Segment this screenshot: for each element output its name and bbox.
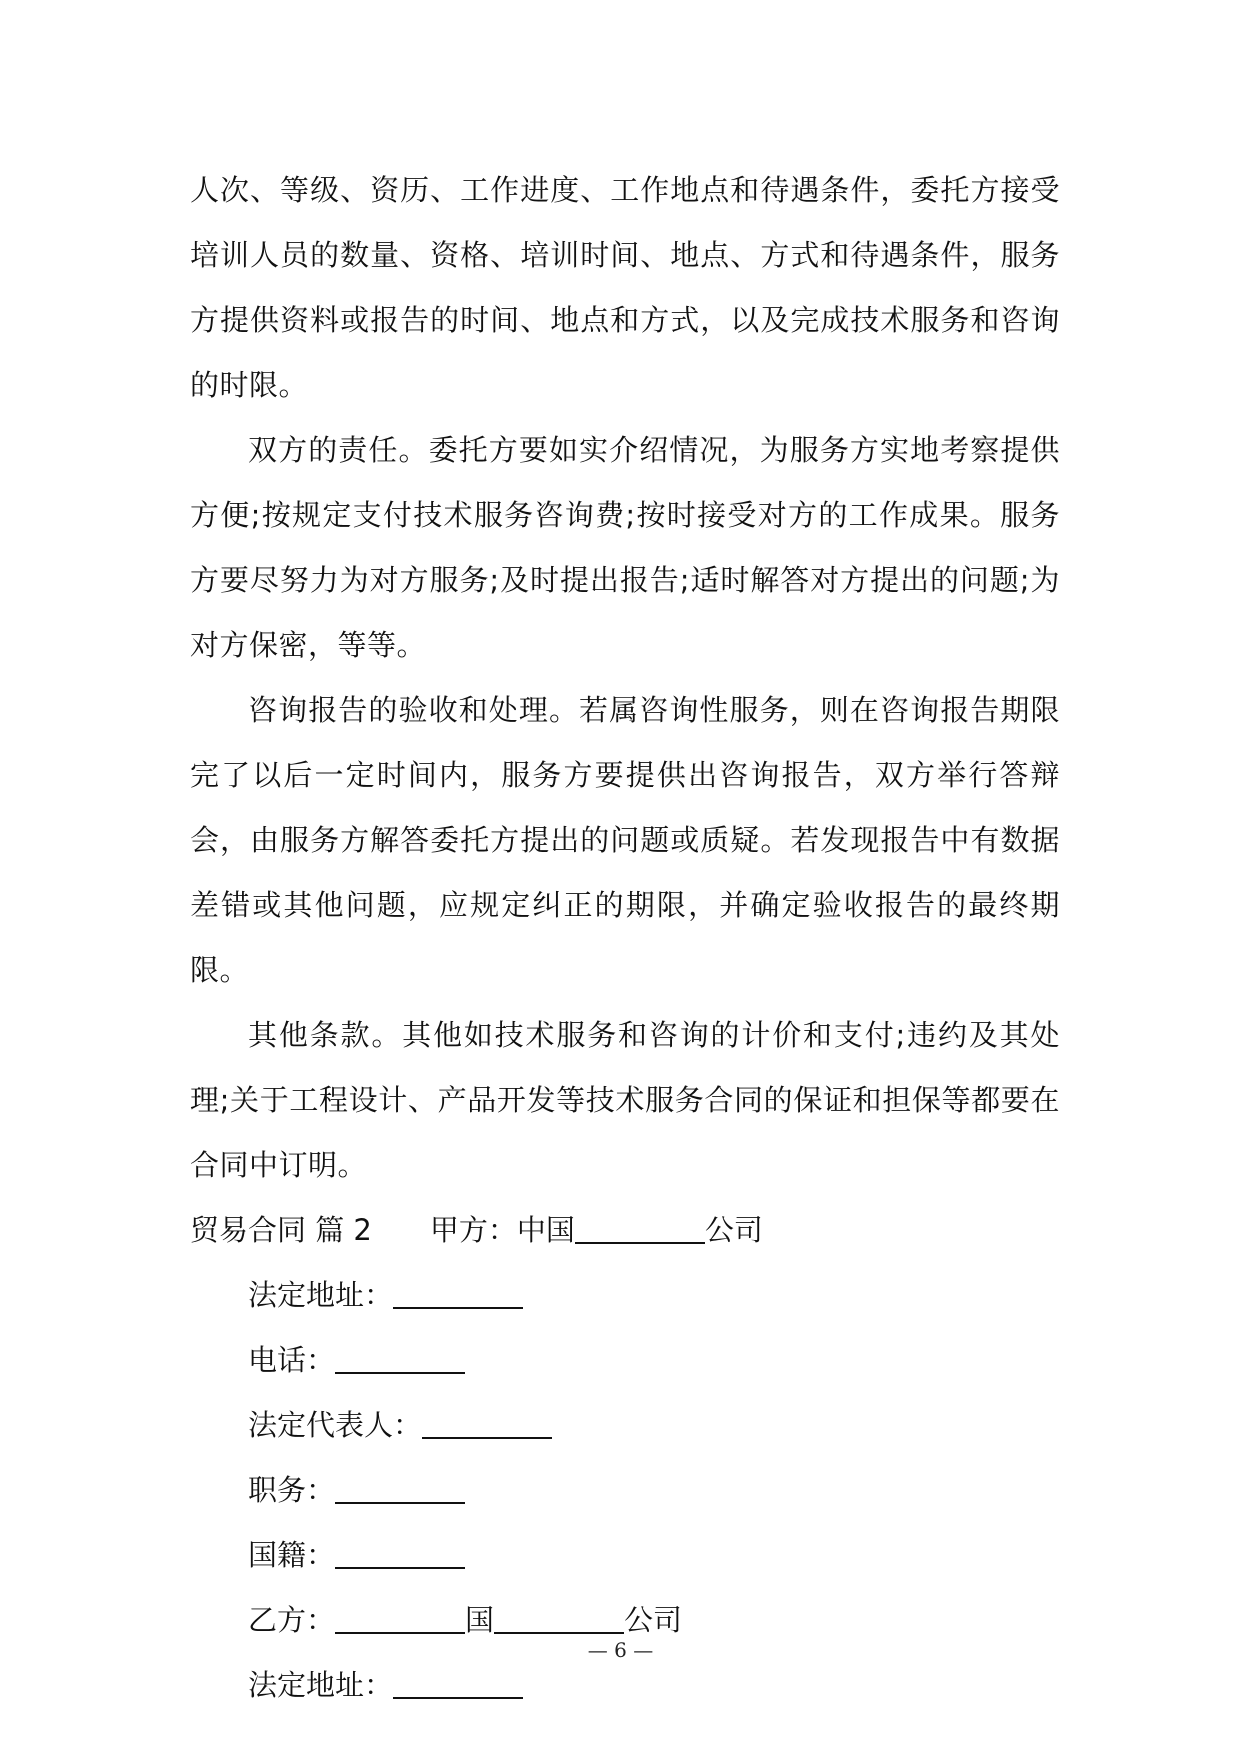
field-label: 国籍： <box>248 1538 336 1572</box>
field-label: 法定地址： <box>248 1278 394 1312</box>
party-a-phone-line <box>190 1328 1060 1393</box>
party-a-address-line <box>190 1263 1060 1328</box>
party-a-nationality-line <box>190 1523 1060 1588</box>
position-blank <box>335 1472 465 1504</box>
paragraph-responsibilities: 双方的责任。委托方要如实介绍情况，为服务方实地考察提供方便;按规定支付技术服务咨询费;按时接受对方的工作成果。服务方要尽努力为对方服务;及时提出报告;适时解答对方提出的问题;为对方保密，等等。 <box>190 433 1060 662</box>
paragraph-service-terms: 人次、等级、资历、工作进度、工作地点和待遇条件，委托方接受培训人员的数量、资格、培训时间、地点、方式和待遇条件，服务方提供资料或报告的时间、地点和方式，以及完成技术服务和咨询的时限。 <box>190 173 1060 402</box>
party-b-mid: 国 <box>465 1603 495 1637</box>
nationality-blank <box>335 1537 465 1569</box>
document-body <box>190 158 1060 1718</box>
address-blank <box>393 1667 523 1699</box>
party-a-suffix: 公司 <box>704 1213 763 1247</box>
party-a-name-blank <box>575 1212 705 1244</box>
party-b-address-line <box>190 1653 1060 1718</box>
field-label: 电话： <box>248 1343 336 1377</box>
field-label: 法定地址： <box>248 1668 394 1702</box>
contract-heading-line <box>190 1198 1060 1263</box>
party-b-country-blank <box>335 1602 465 1634</box>
party-b-suffix: 公司 <box>624 1603 683 1637</box>
party-a-label: 甲方：中国 <box>429 1213 575 1247</box>
party-b-label: 乙方： <box>248 1603 336 1637</box>
field-label: 法定代表人： <box>248 1408 423 1442</box>
party-a-position-line <box>190 1458 1060 1523</box>
party-a-representative-line <box>190 1393 1060 1458</box>
field-label: 职务： <box>248 1473 336 1507</box>
contract-heading: 贸易合同 篇 2 <box>190 1213 372 1247</box>
phone-blank <box>335 1342 465 1374</box>
paragraph-other-terms: 其他条款。其他如技术服务和咨询的计价和支付;违约及其处理;关于工程设计、产品开发等技术服务合同的保证和担保等都要在合同中订明。 <box>190 1018 1060 1182</box>
address-blank <box>393 1277 523 1309</box>
representative-blank <box>422 1407 552 1439</box>
page-number: — 6 — <box>587 1638 654 1662</box>
party-b-name-blank <box>494 1602 624 1634</box>
paragraph-report-acceptance: 咨询报告的验收和处理。若属咨询性服务，则在咨询报告期限完了以后一定时间内，服务方要提供出咨询报告，双方举行答辩会，由服务方解答委托方提出的问题或质疑。若发现报告中有数据差错或其他问题，应规定纠正的期限，并确定验收报告的最终期限。 <box>190 693 1060 987</box>
